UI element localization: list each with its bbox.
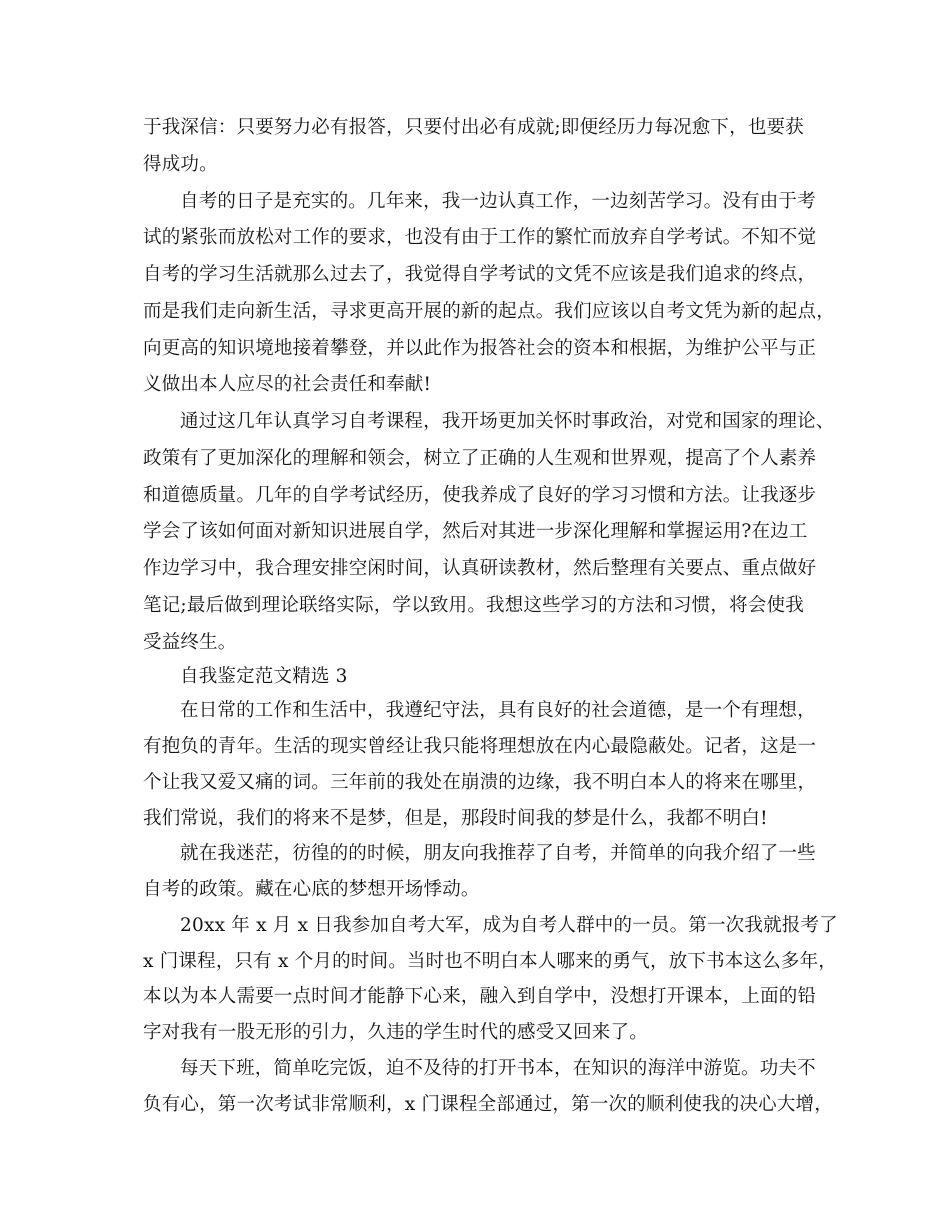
paragraph-start: 就在我迷茫，彷徨的的时候，朋友向我推荐了自考，并简单的向我介绍了一些 (180, 843, 816, 864)
section-title: 自我鉴定范文精选 3 (180, 666, 348, 687)
paragraph-start: 20xx 年 x 月 x 日我参加自考大军，成为自考人群中的一员。第一次我就报考了 (180, 915, 838, 936)
paragraph-start: 通过这几年认真学习自考课程，我开场更加关怀时事政治，对党和国家的理论、 (180, 411, 835, 432)
text-line: 有抱负的青年。生活的现实曾经让我只能将理想放在内心最隐蔽处。记者，这是一 (143, 736, 817, 757)
text-line: 自考的学习生活就那么过去了，我觉得自学考试的文凭不应该是我们追求的终点， (143, 264, 817, 285)
text-line: 学会了该如何面对新知识进展自学，然后对其进一步深化理解和掌握运用?在边工 (143, 521, 808, 542)
text-line: 受益终生。 (143, 632, 237, 653)
text-line: 笔记;最后做到理论联络实际，学以致用。我想这些学习的方法和习惯，将会使我 (143, 595, 804, 616)
text-line: 作边学习中，我合理安排空闲时间，认真研读教材，然后整理有关要点、重点做好 (143, 558, 817, 579)
text-line: 得成功。 (143, 154, 218, 175)
text-line: 向更高的知识境地接着攀登，并以此作为报答社会的资本和根据，为维护公平与正 (143, 338, 817, 359)
text-line: 个让我又爱又痛的词。三年前的我处在崩溃的边缘，我不明白本人的将来在哪里， (143, 772, 817, 793)
text-line: 我们常说，我们的将来不是梦，但是，那段时间我的梦是什么，我都不明白! (143, 808, 768, 829)
text-line: 自考的政策。藏在心底的梦想开场悸动。 (143, 879, 480, 900)
text-line: 而是我们走向新生活，寻求更高开展的新的起点。我们应该以自考文凭为新的起点， (143, 301, 835, 322)
paragraph-start: 自考的日子是充实的。几年来，我一边认真工作，一边刻苦学习。没有由于考 (180, 191, 816, 212)
paragraph-start: 每天下班，简单吃完饭，迫不及待的打开书本，在知识的海洋中游览。功夫不 (180, 1058, 816, 1079)
text-line: 试的紧张而放松对工作的要求，也没有由于工作的繁忙而放弃自学考试。不知不觉 (143, 227, 817, 248)
text-line: 本以为本人需要一点时间才能静下心来，融入到自学中，没想打开课本，上面的铅 (143, 986, 817, 1007)
text-line: 义做出本人应尽的社会责任和奉献! (143, 374, 432, 395)
text-line: 政策有了更加深化的理解和领会，树立了正确的人生观和世界观，提高了个人素养 (143, 448, 817, 469)
text-line: x 门课程，只有 x 个月的时间。当时也不明白本人哪来的勇气，放下书本这么多年， (143, 951, 838, 972)
text-line: 字对我有一股无形的引力，久违的学生时代的感受又回来了。 (143, 1022, 648, 1043)
text-line: 负有心，第一次考试非常顺利，x 门课程全部通过，第一次的顺利使我的决心大增， (143, 1094, 833, 1115)
text-line: 和道德质量。几年的自学考试经历，使我养成了良好的学习习惯和方法。让我逐步 (143, 485, 817, 506)
text-line: 于我深信：只要努力必有报答，只要付出必有成就;即便经历力每况愈下，也要获 (143, 117, 804, 138)
paragraph-start: 在日常的工作和生活中，我遵纪守法，具有良好的社会道德，是一个有理想， (180, 700, 816, 721)
